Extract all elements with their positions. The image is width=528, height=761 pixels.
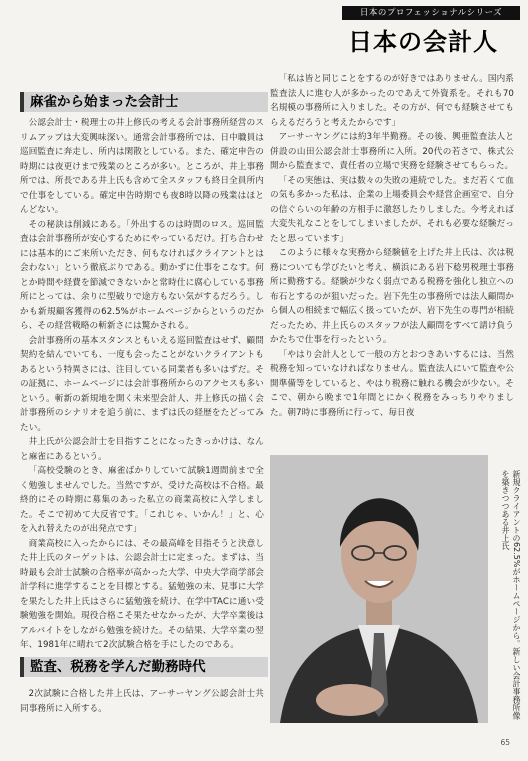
article-paragraph: 2次試験に合格した井上氏は、アーサーヤング公認会計士共同事務所に入所する。 bbox=[20, 689, 264, 714]
article-paragraph: 「その実態は、実は数々の失敗の連続でした。まだ若くて血の気も多かった私は、企業の上場委員会や経営企画室で、自分の信ぐらいの年齢の方相手に激怒したりしました。今考えれば大変失礼なことをしてしまいましたが、それも必要な経験だったと思っています」 bbox=[270, 175, 514, 244]
article-paragraph: 商業高校に入ったからには、その最高峰を目指そうと決意した井上氏のターゲットは、公認会計士に定まった。まずは、当時最も会計士試験の合格率が高かった大学、中央大学商学部会計学科に進学することを目標とする。猛勉強の末、見事に大学を果たした井上氏はさらに猛勉強を続け、在学中TACに通い受験勉強を開始。現役合格こそ果たせなかったが、大学卒業後はアルバイトをしながら勉強を続けた。その結果、大学卒業の翌年、1981年に晴れて2次試験合格を手にしたのである。 bbox=[20, 538, 264, 650]
series-title: 日本の会計人 bbox=[348, 28, 498, 56]
photo-caption: 新規クライアントの62.5%がホームページから。新しい会計事務所像を築きつつある井上氏 bbox=[501, 470, 521, 720]
article-paragraph: 「高校受験のとき、麻雀ばかりしていて試験1週間前まで全く勉強しませんでした。当然ですが、受けた高校は不合格。最終的にその時期に募集のあった私立の商業高校に入学しました。そこで初めて大反省です。「これじゃ、いかん！」と、心を入れ替えたのが出発点です」 bbox=[20, 466, 264, 534]
page-number: 65 bbox=[500, 738, 510, 747]
portrait-image bbox=[270, 455, 488, 723]
article-paragraph: このように様々な実務から経験値を上げた井上氏は、次は税務についても学びたいと考え、横浜にある岩下稔男税理士事務所に勤務する。経験が少なく弱点である税務を強化し独立への布石とするのが狙いだった。岩下先生の事務所では法人顧問から個人の相続まで幅広く扱っていたが、岩下先生の専門が相続だったため、井上氏らのスタッフが法人顧問をすべて請け負うかたちで仕事を行ったという。 bbox=[270, 248, 514, 345]
series-label: 日本のプロフェッショナルシリーズ bbox=[342, 6, 520, 20]
article-column-left-top bbox=[20, 116, 264, 653]
article-paragraph: 「やはり会計人として一般の方とおつきあいするには、当然税務を知っていなければなりません。監査法人にいて監査や公開準備等をしていると、やはり税務に触れる機会が少ない。そこで、朝から晩まで1年間とにかく税務をみっちりやりました。朝7時に事務所に行って、毎日夜 bbox=[270, 349, 514, 418]
section-headline-2: 監査、税務を学んだ勤務時代 bbox=[20, 657, 268, 677]
article-paragraph: 会計事務所の基本スタンスともいえる巡回監査はせず、顧問契約を結んでいても、一度も会ったことがないクライアントもあるという特異さには、注目している同業者も多いはずだ。その証拠に、ホームページには会計事務所からのアクセスも多いという。斬新の新規地を開く未来型会計人、井上修氏の描く会計事務所のシナリオを追う前に、まずは氏の経歴をたどってみたい。 bbox=[20, 335, 264, 433]
article-paragraph: 井上氏が公認会計士を目指すことになったきっかけは、なんと麻雀にあるという。 bbox=[20, 437, 264, 462]
article-column-right bbox=[270, 72, 514, 420]
article-paragraph: 「私は皆と同じことをするのが好きではありません。国内系監査法人に進む人が多かったのであえて外資系を。それも70名規模の事務所に入りました。その方が、何でも経験させてもらえるだろうと考えたからです」 bbox=[270, 74, 514, 128]
portrait-photo bbox=[270, 455, 488, 723]
article-column-left-bottom bbox=[20, 687, 264, 716]
article-paragraph: その秘訣は削減にある。「外出するのは時間のロス。巡回監査は会計事務所が安心するためにやっているだけ。打ち合わせには基本的にご来所いただき、何もなければクライアントとは会わない」という徹底ぶりである。動かずに仕事をこなす。何とか時間や経費を節減できないかと常時仕に腐心している事務所にとっては、余りに型破りで途方もない気がするだろう。しかも新規顧客獲得の62.5%がホームページからというのだから、その経営戦略の斬新さには驚かされる。 bbox=[20, 219, 264, 331]
article-paragraph: アーサーヤングには約3年半勤務。その後、興亜監査法人と併設の山田公認会計士事務所に入所。20代の若さで、株式公開から監査まで、責任者の立場で実務を経験させてもらった。 bbox=[270, 132, 514, 171]
section-headline: 麻雀から始まった会計士 bbox=[20, 92, 268, 112]
article-paragraph: 公認会計士・税理士の井上修氏の考える会計事務所経営のスリムアップは大変興味深い。通常会計事務所では、日中職員は巡回監査に奔走し、所内は閑散としている。また、確定申告の時期には夜更けまで残業のところが多い。ところが、井上事務所では、所長である井上氏も含めて全スタッフも終日全員所内で仕事をしている。確定申告時期でも夜8時以降の残業はほとんどない。 bbox=[20, 118, 264, 215]
